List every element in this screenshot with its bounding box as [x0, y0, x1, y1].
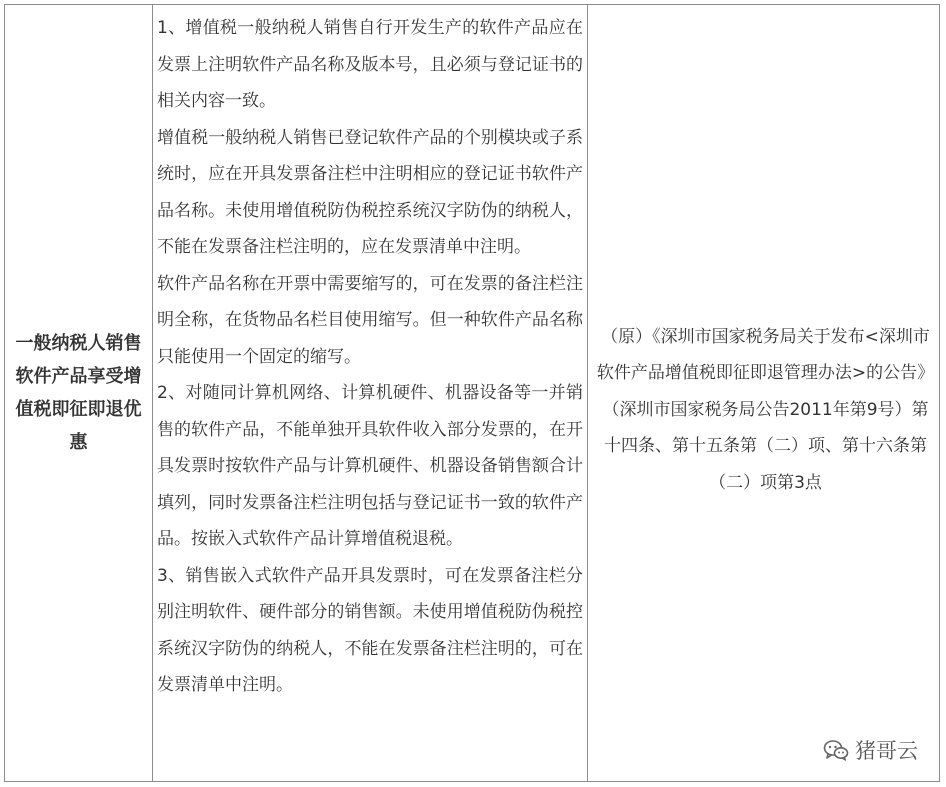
- category-label: 一般纳税人销售软件产品享受增值税即征即退优惠: [15, 333, 142, 453]
- reference-text: （原）《深圳市国家税务局关于发布<深圳市软件产品增值税即征即退管理办法>的公告》（深圳市国家税务局公告2011年第9号）第十四条、第十五条第（二）项、第十六条第（二）项第3点: [596, 326, 935, 493]
- requirement-paragraph: 1、增值税一般纳税人销售自行开发生产的软件产品应在发票上注明软件产品名称及版本号，且必须与登记证书的相关内容一致。: [157, 18, 583, 111]
- requirement-paragraph: 软件产品名称在开票中需要缩写的，可在发票的备注栏注明全称，在货物品名栏目使用缩写。但一种软件产品名称只能使用一个固定的缩写。: [157, 273, 583, 367]
- requirement-paragraph: 增值税一般纳税人销售已登记软件产品的个别模块或子系统时，应在开具发票备注栏中注明相应的登记证书软件产品名称。未使用增值税防伪税控系统汉字防伪的纳税人，不能在发票备注栏注明的，应在发票清单中注明。: [157, 127, 583, 257]
- category-cell: [5, 5, 153, 781]
- watermark-text: 猪哥云: [855, 739, 918, 763]
- watermark: [823, 735, 918, 765]
- policy-table: [4, 4, 940, 782]
- requirement-paragraph: 3、销售嵌入式软件产品开具发票时，可在发票备注栏分别注明软件、硬件部分的销售额。未使用增值税防伪税控系统汉字防伪的纳税人，不能在发票备注栏注明的，可在发票清单中注明。: [157, 565, 583, 695]
- requirement-paragraph: 2、对随同计算机网络、计算机硬件、机器设备等一并销售的软件产品，不能单独开具软件收入部分发票的，在开具发票时按软件产品与计算机硬件、机器设备销售额合计填列，同时发票备注栏注明包括与登记证书一致的软件产品。按嵌入式软件产品计算增值税退税。: [157, 383, 583, 549]
- reference-cell: [588, 5, 939, 781]
- requirements-cell: [153, 5, 588, 781]
- wechat-icon: [823, 739, 849, 761]
